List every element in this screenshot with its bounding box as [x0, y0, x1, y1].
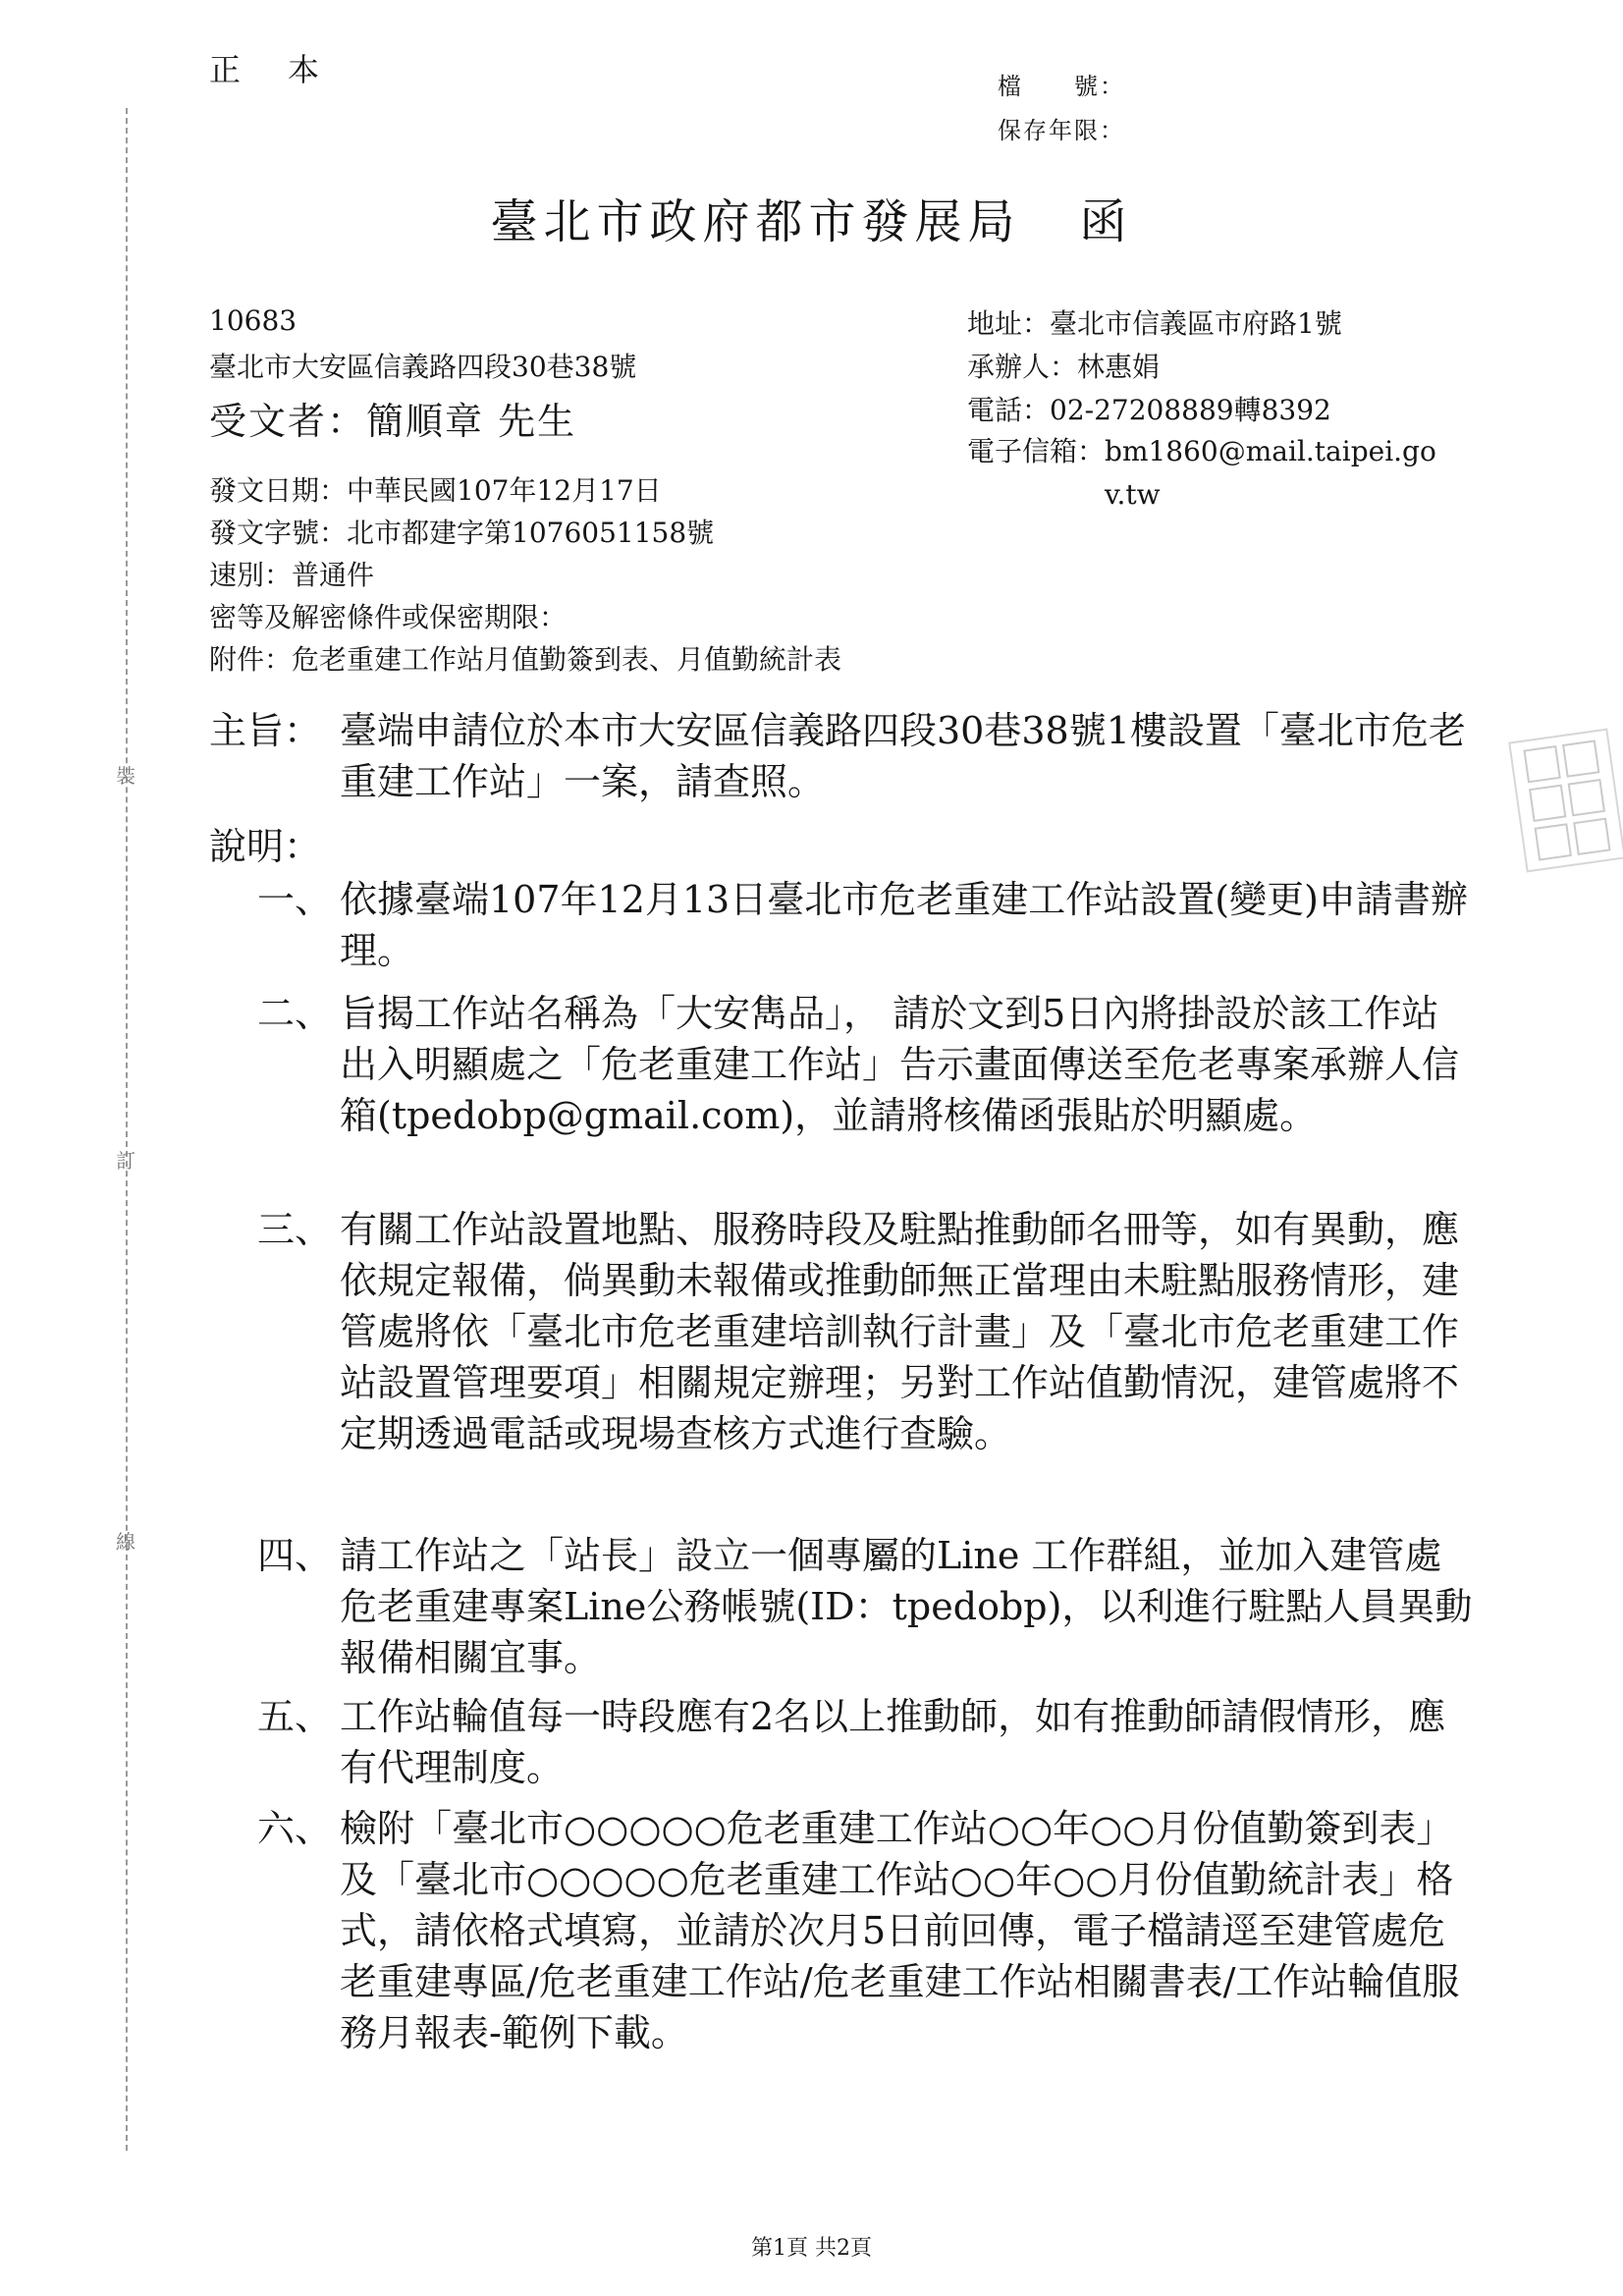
official-seal-stamp	[1508, 729, 1623, 873]
item-number: 三、	[257, 1208, 333, 1251]
issue-date: 發文日期：中華民國107年12月17日	[209, 474, 662, 507]
page-number: 第1頁 共2頁	[751, 2236, 872, 2261]
subject-label: 主旨：	[209, 709, 322, 752]
attachment: 附件：危老重建工作站月值勤簽到表、月值勤統計表	[209, 643, 842, 676]
recipient-address: 臺北市大安區信義路四段30巷38號	[209, 351, 637, 383]
document-title	[0, 184, 1623, 251]
binding-line	[126, 108, 128, 2151]
title-type: 函	[1079, 194, 1133, 249]
binding-mark-middle: 訂	[116, 1149, 135, 1173]
explanation-label: 說明：	[209, 825, 322, 868]
item-number: 五、	[257, 1695, 333, 1738]
title-org: 臺北市政府都市發展局	[490, 194, 1021, 249]
item-number: 六、	[257, 1807, 333, 1850]
file-number-label: 檔 號：	[998, 73, 1125, 100]
item-text: 旨揭工作站名稱為「大安雋品」， 請於文到5日內將掛設於該工作站出入明顯處之「危老重建工作站」告示畫面傳送至危老專案承辦人信箱(tpedobp@gmail.com)，並請將核備函張貼於明顯處。	[340, 992, 1460, 1137]
email-value: bm1860@mail.taipei.gov.tw	[1105, 435, 1436, 511]
secrecy-level: 密等及解密條件或保密期限：	[209, 601, 568, 633]
item-text: 檢附「臺北市○○○○○危老重建工作站○○年○○月份值勤簽到表」及「臺北市○○○○○危老重建工作站○○年○○月份值勤統計表」格式，請依格式填寫，並請於次月5日前回傳，電子檔請逕至建管處危老重建專區/危老重建工作站/危老重建工作站相關書表/工作站輪值服務月報表-範例下載。	[340, 1807, 1460, 2054]
binding-mark-top: 裝	[116, 764, 135, 788]
contact-handler: 承辦人：林惠娟	[967, 351, 1161, 383]
contact-email	[967, 430, 1438, 517]
recipient-name: 受文者：簡順章 先生	[209, 400, 577, 443]
subject-text: 臺端申請位於本市大安區信義路四段30巷38號1樓設置「臺北市危老重建工作站」一案，請查照。	[340, 709, 1466, 803]
item-number: 一、	[257, 878, 333, 921]
delivery-speed: 速別：普通件	[209, 559, 375, 591]
document-number: 發文字號：北市都建字第1076051158號	[209, 517, 715, 549]
binding-mark-bottom: 線	[116, 1530, 135, 1554]
item-text: 依據臺端107年12月13日臺北市危老重建工作站設置(變更)申請書辦理。	[340, 878, 1468, 972]
email-label: 電子信箱：	[967, 435, 1106, 467]
item-text: 請工作站之「站長」設立一個專屬的Line 工作群組，並加入建管處危老重建專案Line公務帳號(ID：tpedobp)，以利進行駐點人員異動報備相關宜事。	[340, 1534, 1473, 1679]
retention-label: 保存年限：	[998, 117, 1125, 144]
item-number: 四、	[257, 1534, 333, 1577]
postal-code: 10683	[209, 304, 298, 337]
item-text: 有關工作站設置地點、服務時段及駐點推動師名冊等，如有異動，應依規定報備，倘異動未報備或推動師無正當理由未駐點服務情形，建管處將依「臺北市危老重建培訓執行計畫」及「臺北市危老重建工作站設置管理要項」相關規定辦理；另對工作站值勤情況，建管處將不定期透過電話或現場查核方式進行查驗。	[340, 1208, 1460, 1455]
item-text: 工作站輪值每一時段應有2名以上推動師，如有推動師請假情形，應有代理制度。	[340, 1695, 1446, 1789]
contact-phone: 電話：02-27208889轉8392	[967, 394, 1331, 426]
item-number: 二、	[257, 992, 333, 1035]
contact-address: 地址：臺北市信義區市府路1號	[967, 307, 1342, 340]
copy-mark: 正 本	[209, 51, 328, 88]
